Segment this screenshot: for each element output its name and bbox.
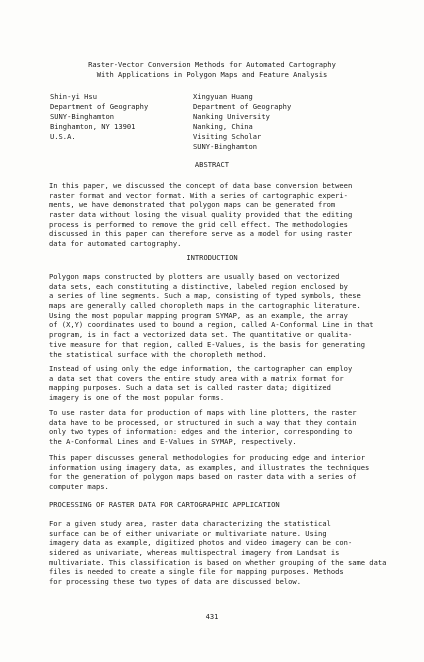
page-number: 431 bbox=[205, 612, 219, 621]
title-line-1: Raster-Vector Conversion Methods for Automated Cartography bbox=[88, 60, 336, 69]
author-left bbox=[50, 92, 148, 142]
text-line: data sets, each constituting a distinctive, labeled region enclosed by bbox=[49, 281, 348, 291]
author-left-line: Department of Geography bbox=[50, 102, 149, 112]
paper-title bbox=[0, 60, 424, 80]
text-line: of (X,Y) coordinates used to bound a region, called A-Conformal Line in that bbox=[49, 320, 374, 330]
intro-paragraph-2 bbox=[49, 364, 389, 403]
author-left-line: SUNY-Binghamton bbox=[50, 112, 115, 122]
author-right bbox=[193, 92, 291, 153]
text-line: mapping purposes. Such a data set is called raster data; digitized bbox=[49, 383, 331, 393]
abstract-line: In this paper, we discussed the concept of data base conversion between bbox=[49, 181, 353, 190]
abstract-line: process is performed to remove the grid cell effect. The methodologies bbox=[49, 219, 348, 229]
text-line: files is needed to create a single file for mapping purposes. Methods bbox=[49, 567, 344, 577]
abstract-line: ments, we have demonstrated that polygon maps can be generated from bbox=[49, 200, 336, 210]
text-line: This paper discusses general methodologies for producing edge and interior bbox=[49, 453, 366, 462]
author-left-line: U.S.A. bbox=[50, 132, 76, 142]
author-right-line: SUNY-Binghamton bbox=[193, 142, 258, 152]
introduction-heading: INTRODUCTION bbox=[186, 253, 238, 262]
author-left-line: Shin-yi Hsu bbox=[50, 92, 97, 101]
text-line: maps are generally called choropleth maps in the cartographic literature. bbox=[49, 301, 361, 311]
abstract-text bbox=[49, 181, 389, 249]
author-right-line: Nanking, China bbox=[193, 122, 253, 132]
text-line: To use raster data for production of maps with line plotters, the raster bbox=[49, 408, 357, 417]
text-line: computer maps. bbox=[49, 482, 109, 492]
section-heading-raster-processing: PROCESSING OF RASTER DATA FOR CARTOGRAPHIC APPLICATION bbox=[49, 500, 280, 509]
text-line: multivariate. This classification is based on whether grouping of the same data bbox=[49, 557, 387, 567]
intro-paragraph-4 bbox=[49, 453, 389, 492]
text-line: For a given study area, raster data characterizing the statistical bbox=[49, 519, 331, 528]
abstract-heading: ABSTRACT bbox=[194, 160, 230, 169]
author-right-line: Nanking University bbox=[193, 112, 270, 122]
author-left-line: Binghamton, NY 13901 bbox=[50, 122, 136, 132]
text-line: program, is in fact a vectorized data set. The quantitative or qualita- bbox=[49, 330, 353, 340]
text-line: imagery is one of the most popular forms. bbox=[49, 393, 225, 403]
abstract-line: raster format and vector format. With a series of cartographic experi- bbox=[49, 190, 348, 200]
abstract-line: data for automated cartography. bbox=[49, 239, 182, 249]
text-line: Polygon maps constructed by plotters are usually based on vectorized bbox=[49, 272, 340, 281]
text-line: for processing these two types of data are discussed below. bbox=[49, 577, 301, 587]
text-line: the statistical surface with the choropleth method. bbox=[49, 349, 267, 359]
intro-paragraph-3 bbox=[49, 408, 389, 447]
author-right-line: Visiting Scholar bbox=[193, 132, 262, 142]
text-line: for the generation of polygon maps based on raster data with a series of bbox=[49, 472, 357, 482]
text-line: data have to be processed, or structured in such a way that they contain bbox=[49, 417, 357, 427]
text-line: only two types of information: edges and the interior, corresponding to bbox=[49, 427, 353, 437]
section2-paragraph-1 bbox=[49, 519, 389, 587]
text-line: a data set that covers the entire study area with a matrix format for bbox=[49, 373, 344, 383]
author-right-line: Xingyuan Huang bbox=[193, 92, 253, 101]
text-line: the A-Conformal Lines and E-Values in SYMAP, respectively. bbox=[49, 437, 297, 447]
intro-paragraph-1 bbox=[49, 272, 389, 359]
text-line: tive measure for that region, called E-Values, is the basis for generating bbox=[49, 339, 366, 349]
text-line: surface can be of either univariate or multivariate nature. Using bbox=[49, 528, 327, 538]
title-line-2: With Applications in Polygon Maps and Feature Analysis bbox=[96, 70, 328, 79]
text-line: a series of line segments. Such a map, consisting of typed symbols, these bbox=[49, 291, 361, 301]
text-line: Instead of using only the edge information, the cartographer can employ bbox=[49, 364, 353, 373]
abstract-line: raster data without losing the visual quality provided that the editing bbox=[49, 210, 353, 220]
text-line: information using imagery data, as examples, and illustrates the techniques bbox=[49, 462, 370, 472]
author-right-line: Department of Geography bbox=[193, 102, 292, 112]
text-line: imagery data as example, digitized photos and video imagery can be con- bbox=[49, 538, 353, 548]
abstract-line: discussed in this paper can therefore serve as a model for using raster bbox=[49, 229, 353, 239]
text-line: Using the most popular mapping program SYMAP, as an example, the array bbox=[49, 310, 348, 320]
text-line: sidered as univariate, whereas multispectral imagery from Landsat is bbox=[49, 548, 340, 558]
